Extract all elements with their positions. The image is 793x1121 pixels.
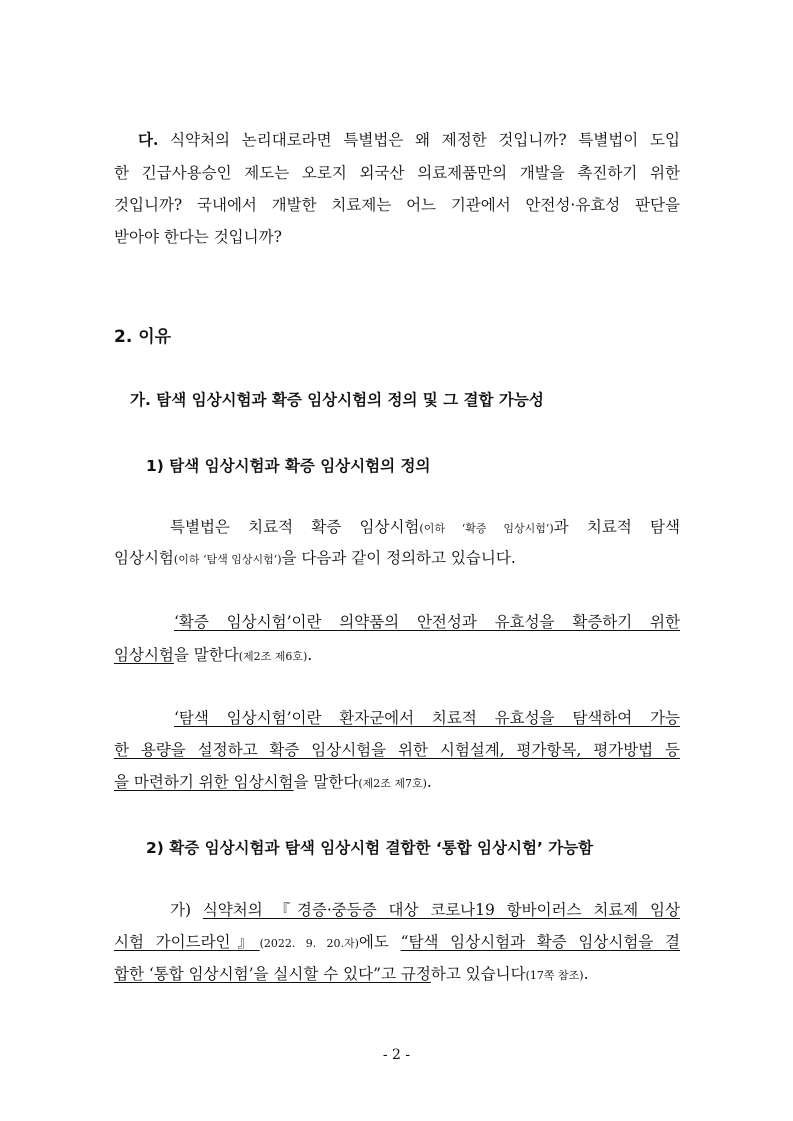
explore-definition-line-2: 한 용량을 설정하고 확증 임상시험을 위한 시험설계, 평가항목, 평가방법 등 [114, 741, 680, 759]
subsection-heading-2: 2) 확증 임상시험과 탐색 임상시험 결합한 ‘통합 임상시험’ 가능함 [146, 839, 594, 857]
note-span: (17쪽 참조) [525, 969, 584, 982]
text-span: 에도 [358, 933, 401, 951]
text-span: . [583, 965, 589, 983]
explore-definition-line-3 [114, 772, 432, 794]
text-span: . [307, 646, 313, 664]
note-span: (이하 ‘확증 임상시험’) [419, 522, 554, 535]
paragraph-da-line-3: 것입니까? 국내에서 개발한 치료제는 어느 기관에서 안전성·유효성 판단을 [114, 196, 680, 214]
underlined-span: 식약처의 『경증·중등증 대상 코로나19 항바이러스 치료제 임상 [202, 901, 680, 919]
text-span: 을 말한다 [173, 646, 239, 664]
text-span: 과 치료적 탐색 [553, 518, 681, 536]
definition-intro-line-1 [114, 517, 680, 539]
text-span: 임상시험 [114, 549, 174, 567]
definition-intro-line-2 [114, 548, 516, 570]
list-marker-ga: 가) [170, 901, 203, 919]
text-span: 하고 있습니다 [430, 965, 526, 983]
guideline-line-1 [114, 900, 680, 920]
underlined-span: “탐색 임상시험과 확증 임상시험을 결 [400, 933, 680, 951]
underlined-span: 을 마련하기 위한 임상시험 [114, 773, 294, 791]
guideline-line-2 [114, 932, 680, 954]
note-span: (제2조 제7호) [358, 777, 427, 790]
confirm-definition-line-2 [114, 645, 312, 667]
text-span: . [426, 773, 432, 791]
text-span: 특별법은 치료적 확증 임상시험 [170, 518, 420, 536]
list-marker-da: 다. [138, 130, 159, 149]
explore-definition-line-1: ‘탐색 임상시험’이란 환자군에서 치료적 유효성을 탐색하여 가능 [174, 709, 680, 727]
text-span: 을 다음과 같이 정의하고 있습니다. [281, 549, 516, 567]
subsection-heading-1: 1) 탐색 임상시험과 확증 임상시험의 정의 [146, 457, 431, 475]
paragraph-da-line-4: 받아야 한다는 것입니까? [114, 228, 282, 246]
text-span: 을 말한다 [293, 773, 359, 791]
guideline-line-3 [114, 964, 589, 986]
confirm-definition-line-1: ‘확증 임상시험’이란 의약품의 안전성과 유효성을 확증하기 위한 [174, 613, 680, 631]
note-span: (제2조 제6호) [238, 650, 308, 663]
underlined-span: 시험 가이드라인』 [114, 933, 260, 951]
paragraph-da-line-2: 한 긴급사용승인 제도는 오로지 외국산 의료제품만의 개발을 촉진하기 위한 [114, 164, 680, 182]
section-heading-reasons: 2. 이유 [114, 327, 172, 347]
note-span: (2022. 9. 20.자) [259, 937, 359, 950]
underlined-span: 합한 ‘통합 임상시험’을 실시할 수 있다”고 규정 [114, 965, 431, 983]
underlined-span: 임상시험 [114, 646, 174, 664]
text-span: 식약처의 논리대로라면 특별법은 왜 제정한 것입니까? 특별법이 도입 [158, 131, 680, 149]
page-number: - 2 - [382, 1047, 411, 1063]
paragraph-da-line-1 [114, 130, 680, 150]
note-span: (이하 ‘탐색 임상시험’) [173, 553, 282, 566]
subsection-heading-ga: 가. 탐색 임상시험과 확증 임상시험의 정의 및 그 결합 가능성 [130, 391, 544, 409]
